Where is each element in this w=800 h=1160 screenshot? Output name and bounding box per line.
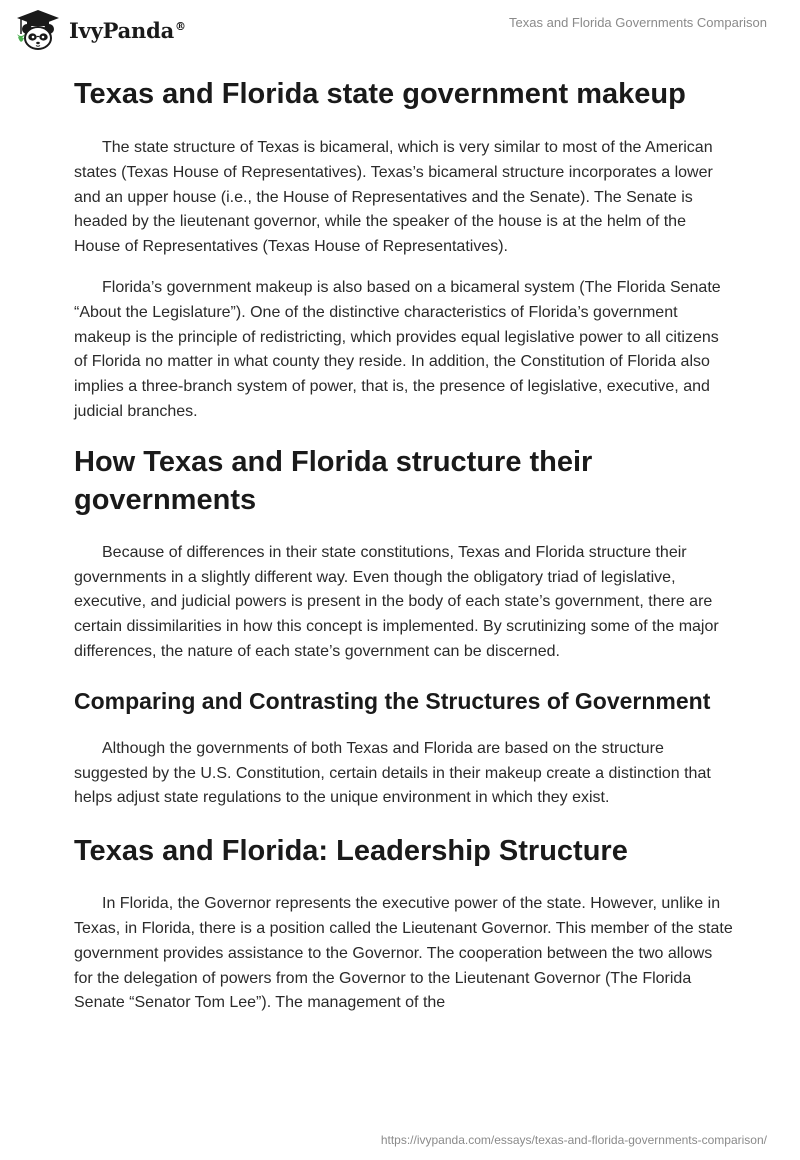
section-heading: Texas and Florida: Leadership Structure (74, 835, 628, 868)
source-url[interactable]: https://ivypanda.com/essays/texas-and-florida-governments-comparison/ (380, 1133, 767, 1147)
paragraph: Although the governments of both Texas and Florida are based on the structure suggested by the U.S. Constitution, certain details in their makeup create a distinction that helps adjust state regulations to the unique environment in which they exist. (74, 739, 711, 807)
section-heading: How Texas and Florida structure their governments (74, 445, 593, 516)
page-header (0, 0, 800, 60)
brand-name-text: IvyPanda (69, 17, 175, 43)
paragraph: Because of differences in their state constitutions, Texas and Florida structure their governments in a slightly different way. Even though the obligatory triad of legislative, executive, and judicial powers is present in the body of each state’s government, there are certain dissimilarities in how this concept is implemented. By scrutinizing some of the major differences, the nature of each state’s government can be discerned. (74, 543, 719, 660)
paragraph: In Florida, the Governor represents the executive power of the state. However, unlike in Texas, in Florida, there is a position called the Lieutenant Governor. This member of the state government provides assistance to the Governor. The cooperation between the two allows for the delegation of powers from the Governor to the Lieutenant Governor (The Florida Senate “Senator Tom Lee”). The management of the (74, 895, 733, 1012)
brand-name (69, 18, 186, 43)
panda-graduate-icon (13, 8, 63, 52)
document-title: Texas and Florida Governments Comparison (509, 15, 767, 30)
section-heading: Texas and Florida state government makeup (74, 78, 686, 110)
paragraph: The state structure of Texas is bicameral, which is very similar to most of the American states (Texas House of Representatives). Texas’s bicameral structure incorporates a lower and an upper house (i.e., the House of Representatives and the Senate). The Senate is headed by the lieutenant governor, while the speaker of the house is at the helm of the House of Representatives (Texas House of Representatives). (74, 139, 713, 256)
registered-mark: ® (175, 19, 186, 33)
section-subheading: Comparing and Contrasting the Structures of Government (74, 687, 711, 714)
essay-body (74, 70, 734, 1016)
paragraph: Florida’s government makeup is also based on a bicameral system (The Florida Senate “About the Legislature”). One of the distinctive characteristics of Florida’s government makeup is the principle of redistricting, which provides equal legislative power to all citizens of Florida no matter in what county they reside. In addition, the Constitution of Florida also implies a three-branch system of power, that is, the presence of legislative, executive, and judicial branches. (74, 278, 721, 420)
ivypanda-logo[interactable] (13, 8, 186, 52)
